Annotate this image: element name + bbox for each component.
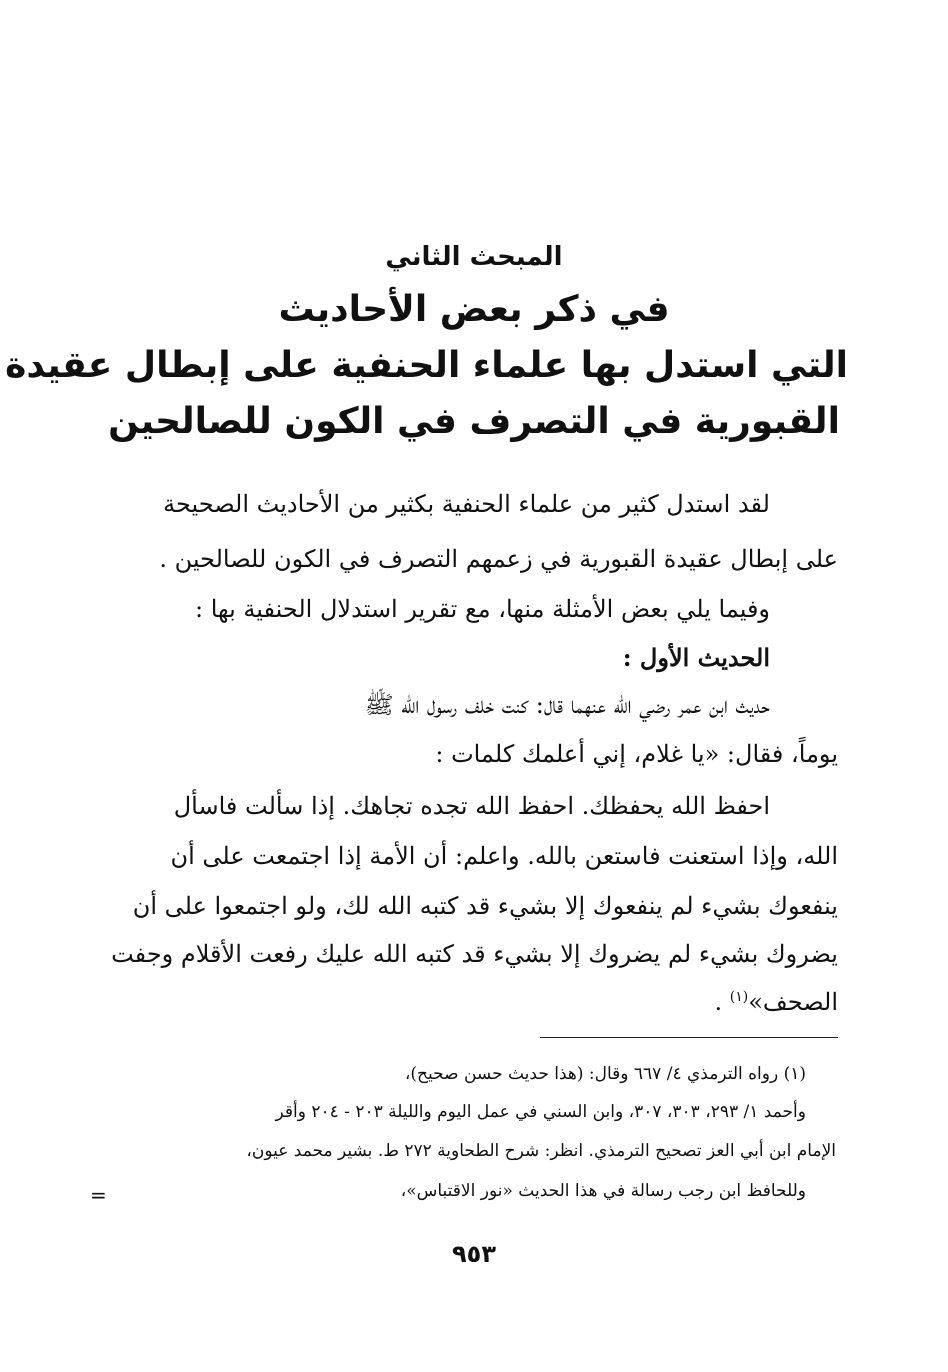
paragraph-4-line-3: ينفعوك بشيء لم ينفعوك إلا بشيء قد كتبه الله لك، ولو اجتمعوا على أن (132, 892, 838, 920)
paragraph-4-line-5 (120, 988, 838, 1016)
paragraph-4-line-2: الله، وإذا استعنت فاستعن بالله. واعلم: أن الأمة إذا اجتمعت على أن (170, 842, 838, 870)
footnote-reference: (١) (729, 989, 749, 1005)
title-line-1: في ذكر بعض الأحاديث (278, 289, 670, 330)
paragraph-1-line-1: لقد استدل كثير من علماء الحنفية بكثير من الأحاديث الصحيحة (163, 490, 770, 518)
footnote-line-1: (١) رواه الترمذي ٤/ ٦٦٧ وقال: (هذا حديث حسن صحيح)، (404, 1064, 806, 1084)
paragraph-2-line-1: وفيما يلي بعض الأمثلة منها، مع تقرير استدلال الحنفية بها : (194, 595, 770, 623)
title-line-2: التي استدل بها علماء الحنفية على إبطال عقيدة (5, 345, 848, 386)
paragraph-4-end-text: الصحف» (748, 988, 838, 1016)
footnote-line-4: وللحافظ ابن رجب رسالة في هذا الحديث «نور الاقتباس»، (400, 1181, 806, 1201)
section-heading: المبحث الثاني (385, 242, 563, 272)
paragraph-3-line-1: حديث ابن عمر رضي الله عنهما قال: كنت خلف رسول الله ﷺ (364, 691, 770, 719)
title-line-3: القبورية في التصرف في الكون للصالحين (108, 401, 840, 442)
paragraph-4-end-period: . (714, 988, 730, 1016)
chapter-heading-block (5, 232, 848, 450)
page-number: ٩٥٣ (452, 1240, 496, 1268)
paragraph-3-line-2: يوماً، فقال: «يا غلام، إني أعلمك كلمات : (435, 740, 838, 768)
footnote-continuation-mark: = (90, 1183, 107, 1207)
paragraph-1-line-2: على إبطال عقيدة القبورية في زعمهم التصرف في الكون للصالحين . (159, 545, 838, 573)
hadith-subheading: الحديث الأول : (622, 643, 770, 672)
paragraph-4-line-1: احفظ الله يحفظك. احفظ الله تجده تجاهك. إذا سألت فاسأل (173, 792, 770, 820)
paragraph-4-line-4: يضروك بشيء لم يضروك إلا بشيء قد كتبه الله عليك رفعت الأقلام وجفت (111, 940, 838, 968)
footnote-line-3: الإمام ابن أبي العز تصحيح الترمذي. انظر: شرح الطحاوية ٢٧٢ ط. بشير محمد عيون، (246, 1141, 836, 1161)
footnote-line-2: وأحمد ١/ ٢٩٣، ٣٠٣، ٣٠٧، وابن السني في عمل اليوم والليلة ٢٠٣ - ٢٠٤ وأقر (275, 1102, 806, 1122)
footnote-separator (540, 1037, 838, 1038)
